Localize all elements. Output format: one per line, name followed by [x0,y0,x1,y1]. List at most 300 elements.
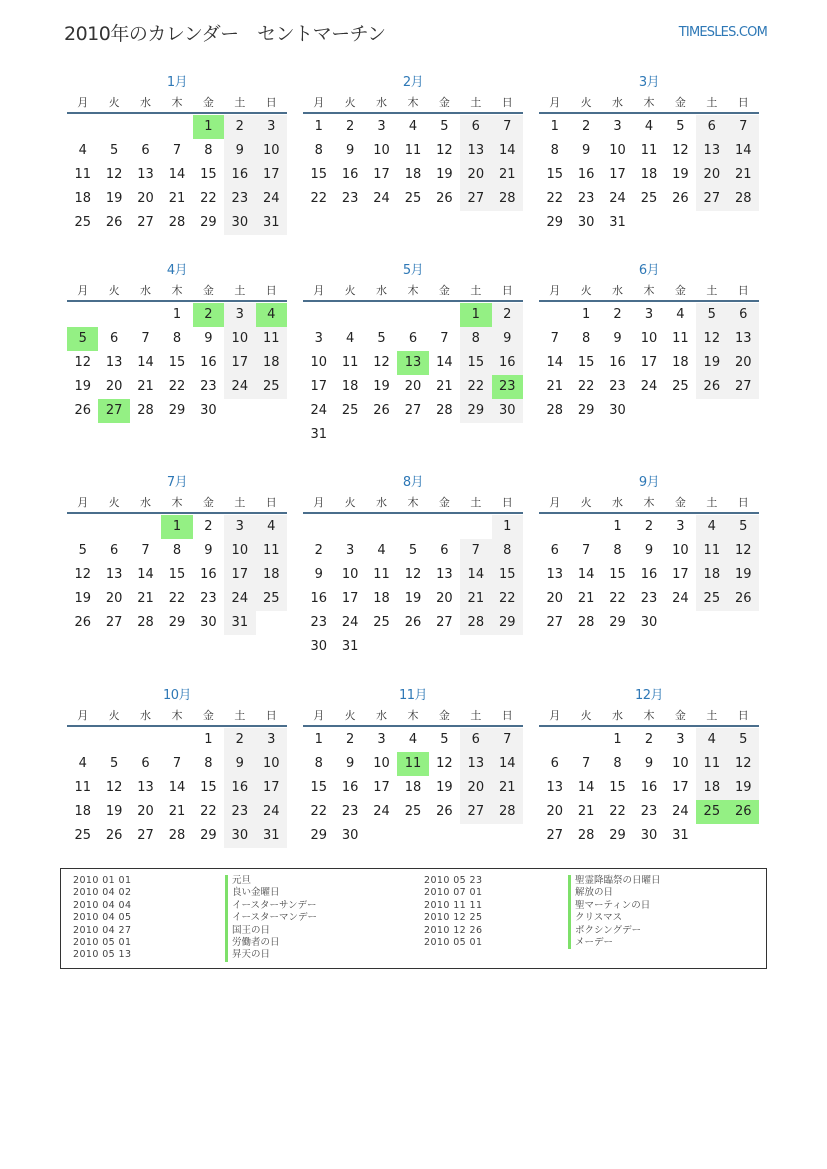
weekday-label: 木 [171,709,183,722]
month-2 [303,72,523,211]
day-cell: 8 [172,543,182,558]
day-cell: 22 [200,804,217,819]
holiday-name: 聖霊降臨祭の日曜日 [568,875,661,887]
day-cell: 26 [105,215,123,230]
holiday-day-cell: 11 [397,752,428,776]
day-cell: 11 [256,327,287,351]
day-cell: 15 [200,780,217,795]
holiday-date: 2010 12 26 [424,924,483,936]
day-cell: 8 [492,539,523,563]
day-cell: 14 [137,567,154,582]
day-cell: 3 [256,728,287,752]
day-cell: 17 [609,167,626,182]
weekday-label: 月 [77,496,89,509]
day-cell: 8 [314,143,323,158]
empty-cell [429,303,460,327]
day-cell: 18 [74,804,91,819]
empty-cell [161,728,192,752]
empty-cell [98,115,129,139]
month-1 [67,72,287,235]
holiday-name: ボクシングデー [568,925,661,937]
weekday-label: 日 [265,709,277,722]
day-cell: 20 [460,163,491,187]
day-cell: 11 [256,539,287,563]
empty-cell [728,399,759,423]
day-cell: 4 [345,331,355,346]
day-cell: 24 [256,800,287,824]
empty-cell [397,635,428,659]
day-cell: 10 [224,539,255,563]
day-cell: 6 [109,331,119,346]
day-cell: 21 [577,591,595,606]
day-cell: 9 [492,327,523,351]
site-link[interactable]: TIMESLES.COM [678,25,767,40]
day-cell: 15 [609,780,626,795]
holiday-day-cell: 23 [492,375,523,399]
day-cell: 12 [436,143,453,158]
weekday-header [67,282,287,302]
empty-cell [492,635,523,659]
day-cell: 20 [137,804,154,819]
day-cell: 20 [404,379,422,394]
weekday-label: 土 [234,709,246,722]
empty-cell [539,515,570,539]
day-cell: 28 [460,611,491,635]
holiday-name: イースターマンデー [225,912,317,924]
day-cell: 26 [728,587,759,611]
day-cell: 21 [137,591,154,606]
weekday-label: 水 [140,96,152,109]
day-cell: 9 [204,331,213,346]
weekday-header [67,494,287,514]
day-cell: 8 [613,756,622,771]
day-cell: 23 [577,191,595,206]
day-cell: 31 [672,828,689,843]
weekday-label: 金 [202,96,214,109]
day-cell: 9 [204,543,213,558]
day-cell: 1 [204,732,213,747]
day-cell: 19 [728,776,759,800]
empty-cell [665,399,696,423]
day-cell: 24 [256,187,287,211]
day-cell: 23 [341,804,359,819]
day-cell: 29 [460,399,491,423]
day-cell: 5 [728,728,759,752]
day-cell: 19 [74,591,91,606]
day-cell: 25 [640,191,658,206]
day-cell: 28 [492,187,523,211]
day-cell: 24 [640,379,658,394]
day-cell: 2 [345,732,355,747]
day-cell: 25 [404,804,422,819]
day-cell: 19 [373,379,390,394]
day-cell: 4 [78,143,87,158]
day-cell: 17 [341,591,359,606]
day-cell: 1 [613,732,622,747]
day-cell: 7 [581,543,591,558]
day-cell: 16 [609,355,626,370]
weekday-label: 火 [344,96,356,109]
day-cell: 22 [577,379,595,394]
empty-cell [460,515,491,539]
holiday-date: 2010 01 01 [73,875,132,886]
month-title: 5月 [402,263,424,278]
day-cell: 8 [581,331,591,346]
day-cell: 11 [373,567,390,582]
month-title: 9月 [638,475,660,490]
day-cell: 2 [204,519,213,534]
weekday-label: 木 [407,709,419,722]
day-cell: 31 [256,824,287,848]
empty-cell [696,399,727,423]
day-cell: 16 [640,780,658,795]
holiday-name: 聖マーティンの日 [568,900,661,912]
month-title: 3月 [638,75,660,90]
day-cell: 5 [109,756,119,771]
weekday-label: 日 [737,709,749,722]
holiday-day-cell: 26 [728,800,759,824]
empty-cell [429,423,460,447]
weekday-label: 土 [234,496,246,509]
holiday-date: 2010 11 11 [424,899,483,911]
day-cell: 16 [492,351,523,375]
day-cell: 10 [224,327,255,351]
day-cell: 9 [644,756,654,771]
month-11 [303,685,523,848]
empty-cell [429,635,460,659]
weekday-label: 木 [407,496,419,509]
day-cell: 19 [74,379,91,394]
day-cell: 19 [404,591,422,606]
day-cell: 6 [408,331,418,346]
day-cell: 27 [460,187,491,211]
weekday-label: 水 [376,709,388,722]
day-cell: 9 [613,331,622,346]
day-cell: 8 [204,756,213,771]
day-cell: 24 [609,191,626,206]
day-cell: 29 [168,615,186,630]
empty-cell [334,303,365,327]
day-cell: 14 [460,563,491,587]
day-cell: 25 [256,587,287,611]
day-cell: 25 [672,379,689,394]
day-cell: 23 [224,187,255,211]
day-cell: 7 [492,115,523,139]
day-cell: 13 [546,780,563,795]
day-cell: 16 [310,591,327,606]
empty-cell [633,211,664,235]
day-cell: 7 [172,143,182,158]
day-grid [539,115,759,235]
day-grid [303,303,523,447]
month-9 [539,472,759,635]
day-cell: 5 [377,331,386,346]
day-cell: 9 [345,756,355,771]
day-cell: 14 [436,355,453,370]
day-cell: 16 [224,776,255,800]
day-cell: 22 [200,191,217,206]
weekday-label: 水 [376,284,388,297]
day-cell: 28 [436,403,453,418]
day-cell: 18 [696,776,727,800]
holiday-name: 良い金曜日 [225,887,317,899]
day-cell: 4 [408,119,418,134]
day-cell: 17 [640,355,658,370]
weekday-label: 日 [501,496,513,509]
day-cell: 26 [436,804,453,819]
day-cell: 11 [640,143,658,158]
day-cell: 12 [436,756,453,771]
holiday-date: 2010 07 01 [424,887,483,899]
day-cell: 2 [224,728,255,752]
day-grid [303,728,523,848]
weekday-label: 土 [706,709,718,722]
day-cell: 26 [436,191,453,206]
day-cell: 19 [436,167,453,182]
day-cell: 23 [200,591,217,606]
weekday-label: 土 [706,96,718,109]
day-cell: 13 [105,567,123,582]
empty-cell [224,399,255,423]
day-cell: 6 [460,728,491,752]
day-cell: 11 [672,331,689,346]
day-cell: 6 [696,115,727,139]
day-cell: 10 [256,752,287,776]
empty-cell [570,515,601,539]
day-cell: 20 [436,591,453,606]
weekday-label: 火 [580,96,592,109]
weekday-label: 木 [171,496,183,509]
day-cell: 16 [640,567,658,582]
day-cell: 16 [224,163,255,187]
day-cell: 31 [341,639,359,654]
day-cell: 3 [256,115,287,139]
day-cell: 31 [609,215,626,230]
day-cell: 4 [78,756,87,771]
day-cell: 29 [546,215,563,230]
day-cell: 15 [200,167,217,182]
day-cell: 20 [728,351,759,375]
day-cell: 10 [373,756,390,771]
weekday-label: 木 [643,96,655,109]
day-cell: 4 [377,543,386,558]
weekday-header [303,94,523,114]
weekday-label: 木 [643,496,655,509]
day-cell: 11 [696,752,727,776]
month-10 [67,685,287,848]
day-cell: 21 [168,191,186,206]
day-cell: 13 [436,567,453,582]
weekday-label: 火 [580,284,592,297]
holiday-date: 2010 12 25 [424,912,483,924]
day-cell: 26 [404,615,422,630]
day-cell: 15 [577,355,595,370]
day-cell: 10 [640,331,658,346]
weekday-header [539,94,759,114]
day-cell: 5 [408,543,418,558]
day-grid [67,515,287,635]
weekday-label: 土 [706,284,718,297]
weekday-label: 日 [737,496,749,509]
day-cell: 30 [200,615,217,630]
day-cell: 10 [609,143,626,158]
day-cell: 4 [408,732,418,747]
day-cell: 26 [696,375,727,399]
day-cell: 23 [310,615,327,630]
day-cell: 7 [141,543,150,558]
day-cell: 2 [613,307,622,322]
day-cell: 6 [440,543,449,558]
day-cell: 23 [640,591,658,606]
day-cell: 12 [373,355,390,370]
day-cell: 3 [676,519,685,534]
weekday-label: 木 [407,96,419,109]
day-cell: 22 [310,191,327,206]
day-cell: 9 [224,752,255,776]
empty-cell [67,303,98,327]
day-cell: 7 [141,331,150,346]
empty-cell [67,515,98,539]
empty-cell [130,115,161,139]
empty-cell [728,211,759,235]
day-cell: 23 [640,804,658,819]
day-cell: 15 [168,355,186,370]
day-cell: 17 [224,563,255,587]
month-title: 6月 [638,263,660,278]
day-cell: 9 [644,543,654,558]
day-cell: 13 [728,327,759,351]
day-cell: 29 [168,403,186,418]
day-cell: 16 [200,355,217,370]
day-cell: 18 [341,379,359,394]
empty-cell [98,515,129,539]
empty-cell [130,515,161,539]
weekday-label: 日 [501,709,513,722]
day-cell: 14 [577,567,595,582]
day-cell: 24 [224,587,255,611]
day-cell: 9 [581,143,591,158]
day-cell: 12 [74,355,91,370]
day-cell: 4 [696,728,727,752]
day-cell: 2 [224,115,255,139]
weekday-label: 日 [501,284,513,297]
empty-cell [303,515,334,539]
month-title: 10月 [162,688,192,703]
weekday-label: 水 [376,496,388,509]
day-cell: 12 [696,327,727,351]
empty-cell [696,611,727,635]
empty-cell [130,728,161,752]
day-cell: 27 [460,800,491,824]
day-cell: 11 [341,355,359,370]
day-cell: 25 [74,828,91,843]
weekday-label: 木 [171,96,183,109]
day-cell: 1 [550,119,559,134]
day-cell: 14 [492,752,523,776]
day-cell: 3 [676,732,685,747]
day-cell: 30 [609,403,626,418]
weekday-label: 火 [344,496,356,509]
weekday-label: 火 [108,96,120,109]
day-cell: 29 [577,403,595,418]
weekday-label: 月 [549,709,561,722]
weekday-header [303,282,523,302]
day-cell: 2 [644,732,654,747]
day-cell: 3 [377,732,386,747]
day-cell: 6 [109,543,119,558]
empty-cell [492,824,523,848]
day-cell: 8 [204,143,213,158]
empty-cell [429,824,460,848]
weekday-label: 火 [580,709,592,722]
day-cell: 10 [373,143,390,158]
weekday-label: 月 [313,284,325,297]
weekday-label: 金 [438,284,450,297]
day-cell: 11 [74,167,91,182]
holiday-date: 2010 05 23 [424,875,483,886]
day-cell: 19 [672,167,689,182]
day-cell: 5 [109,143,119,158]
day-cell: 22 [310,804,327,819]
month-title: 2月 [402,75,424,90]
day-cell: 1 [314,119,323,134]
holiday-names-right [568,875,661,949]
day-cell: 21 [492,163,523,187]
day-cell: 31 [256,211,287,235]
holiday-name: 労働者の日 [225,937,317,949]
weekday-label: 水 [140,709,152,722]
empty-cell [539,728,570,752]
day-cell: 13 [696,139,727,163]
day-cell: 8 [613,543,622,558]
day-cell: 3 [224,303,255,327]
weekday-label: 日 [737,96,749,109]
weekday-label: 水 [140,284,152,297]
day-cell: 2 [345,119,355,134]
day-cell: 20 [696,163,727,187]
day-cell: 24 [672,591,689,606]
empty-cell [366,423,397,447]
day-cell: 24 [373,804,390,819]
holiday-day-cell: 4 [256,303,287,327]
day-cell: 23 [200,379,217,394]
day-cell: 24 [341,615,359,630]
day-cell: 28 [168,828,186,843]
day-cell: 3 [314,331,323,346]
day-cell: 30 [310,639,327,654]
day-cell: 22 [460,375,491,399]
day-cell: 21 [460,587,491,611]
day-cell: 24 [310,403,327,418]
holiday-day-cell: 1 [161,515,192,539]
weekday-header [539,494,759,514]
day-cell: 16 [200,567,217,582]
weekday-label: 月 [77,96,89,109]
day-cell: 26 [74,403,91,418]
empty-cell [130,303,161,327]
day-cell: 6 [141,756,150,771]
day-cell: 15 [492,563,523,587]
day-cell: 7 [492,728,523,752]
holiday-day-cell: 25 [696,800,727,824]
weekday-label: 金 [674,709,686,722]
weekday-label: 金 [202,709,214,722]
day-cell: 14 [728,139,759,163]
day-cell: 25 [256,375,287,399]
empty-cell [460,423,491,447]
day-grid [303,515,523,659]
day-cell: 12 [105,780,123,795]
